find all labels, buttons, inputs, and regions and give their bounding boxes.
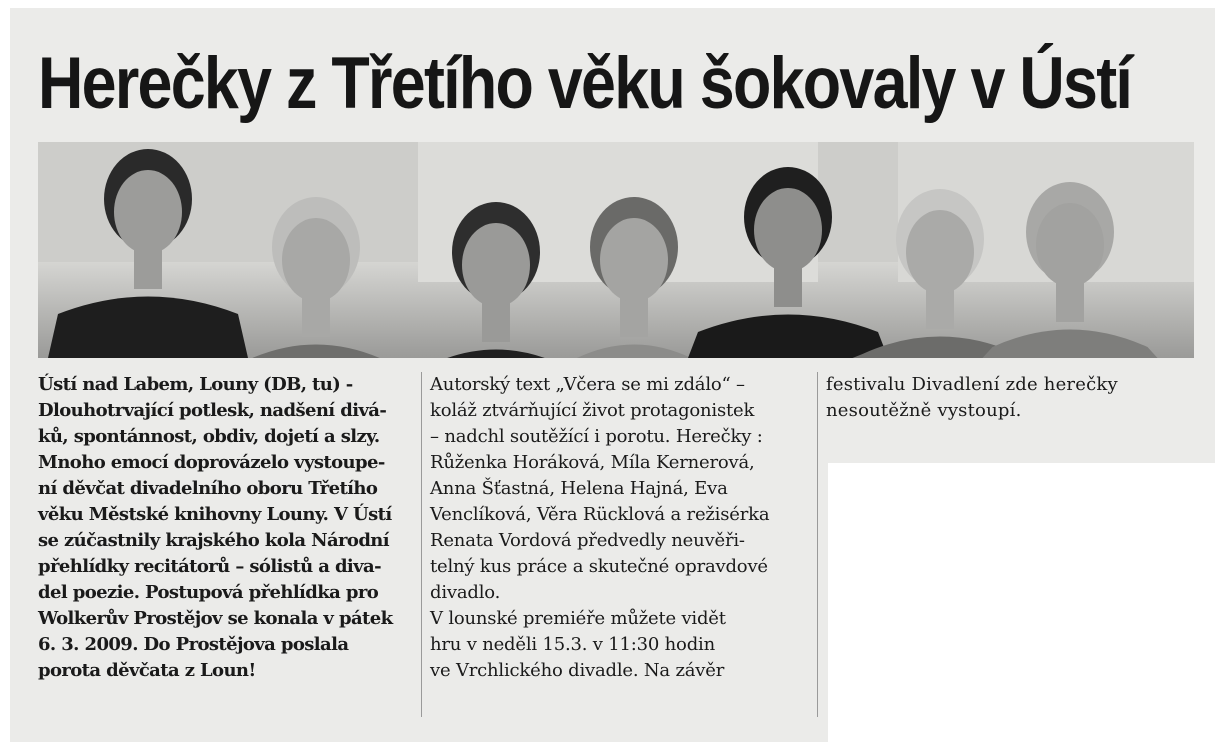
article-column-3 [826, 372, 1206, 424]
article-headline: Herečky z Třetího věku šokovaly v Ústí [38, 43, 1132, 124]
person-face [114, 170, 182, 254]
article-text-line: V lounské premiéře můžete vidět [430, 608, 726, 629]
article-text-line: ve Vrchlického divadle. Na závěr [430, 660, 725, 681]
article-text-line: Venclíková, Věra Rücklová a režisérka [430, 504, 770, 525]
article-text-line: Renata Vordová předvedly neuvěři- [430, 530, 745, 551]
article-text-line: Růženka Horáková, Míla Kernerová, [430, 452, 755, 473]
person-face [462, 223, 530, 307]
article-text-line: ků, spontánnost, obdiv, dojetí a slzy. [38, 426, 380, 447]
article-text-line: telný kus práce a skutečné opravdové [430, 556, 768, 577]
article-text-line: festivalu Divadlení zde herečky [826, 374, 1118, 395]
article-column-2 [430, 372, 810, 684]
person-face [1036, 203, 1104, 287]
article-text-line: hru v neděli 15.3. v 11:30 hodin [430, 634, 715, 655]
article-text-line: přehlídky recitátorů – sólistů a diva- [38, 556, 381, 577]
article-text-line: del poezie. Postupová přehlídka pro [38, 582, 379, 603]
article-text-line: divadlo. [430, 582, 501, 603]
article-text-line: Wolkerův Prostějov se konala v pátek [38, 608, 393, 629]
person-body [416, 350, 576, 359]
article-column-1 [38, 372, 413, 684]
article-text-line: Dlouhotrvající potlesk, nadšení divá- [38, 400, 387, 421]
article-text-line: Mnoho emocí doprovázelo vystoupe- [38, 452, 385, 473]
person-body [48, 297, 248, 359]
column-divider-left [421, 372, 422, 717]
column-divider-right [817, 372, 818, 717]
article-text-line: nesoutěžně vystoupí. [826, 400, 1022, 421]
person-body [983, 330, 1158, 359]
person-face [906, 210, 974, 294]
article-text-line: – nadchl soutěžící i porotu. Herečky : [430, 426, 763, 447]
article-text-line: koláž ztvárňující život protagonistek [430, 400, 755, 421]
article-text-line: Autorský text „Včera se mi zdálo“ – [430, 374, 745, 395]
article-text-line: porota děvčata z Loun! [38, 660, 256, 681]
article-text-line: 6. 3. 2009. Do Prostějova poslala [38, 634, 349, 655]
article-text-line: se zúčastnily krajského kola Národní [38, 530, 390, 551]
person-body [559, 345, 709, 359]
person-body [234, 345, 399, 359]
article-text-line: Ústí nad Labem, Louny (DB, tu) - [38, 374, 353, 395]
person-face [600, 218, 668, 302]
person-face [282, 218, 350, 302]
article-text-line: věku Městské knihovny Louny. V Ústí [38, 504, 392, 525]
group-photo-illustration [38, 142, 1194, 358]
group-photo [38, 142, 1194, 358]
article-text-line: ní děvčat divadelního oboru Třetího [38, 478, 378, 499]
article-text-line: Anna Šťastná, Helena Hajná, Eva [430, 478, 728, 499]
person-face [754, 188, 822, 272]
person-body [688, 315, 888, 359]
